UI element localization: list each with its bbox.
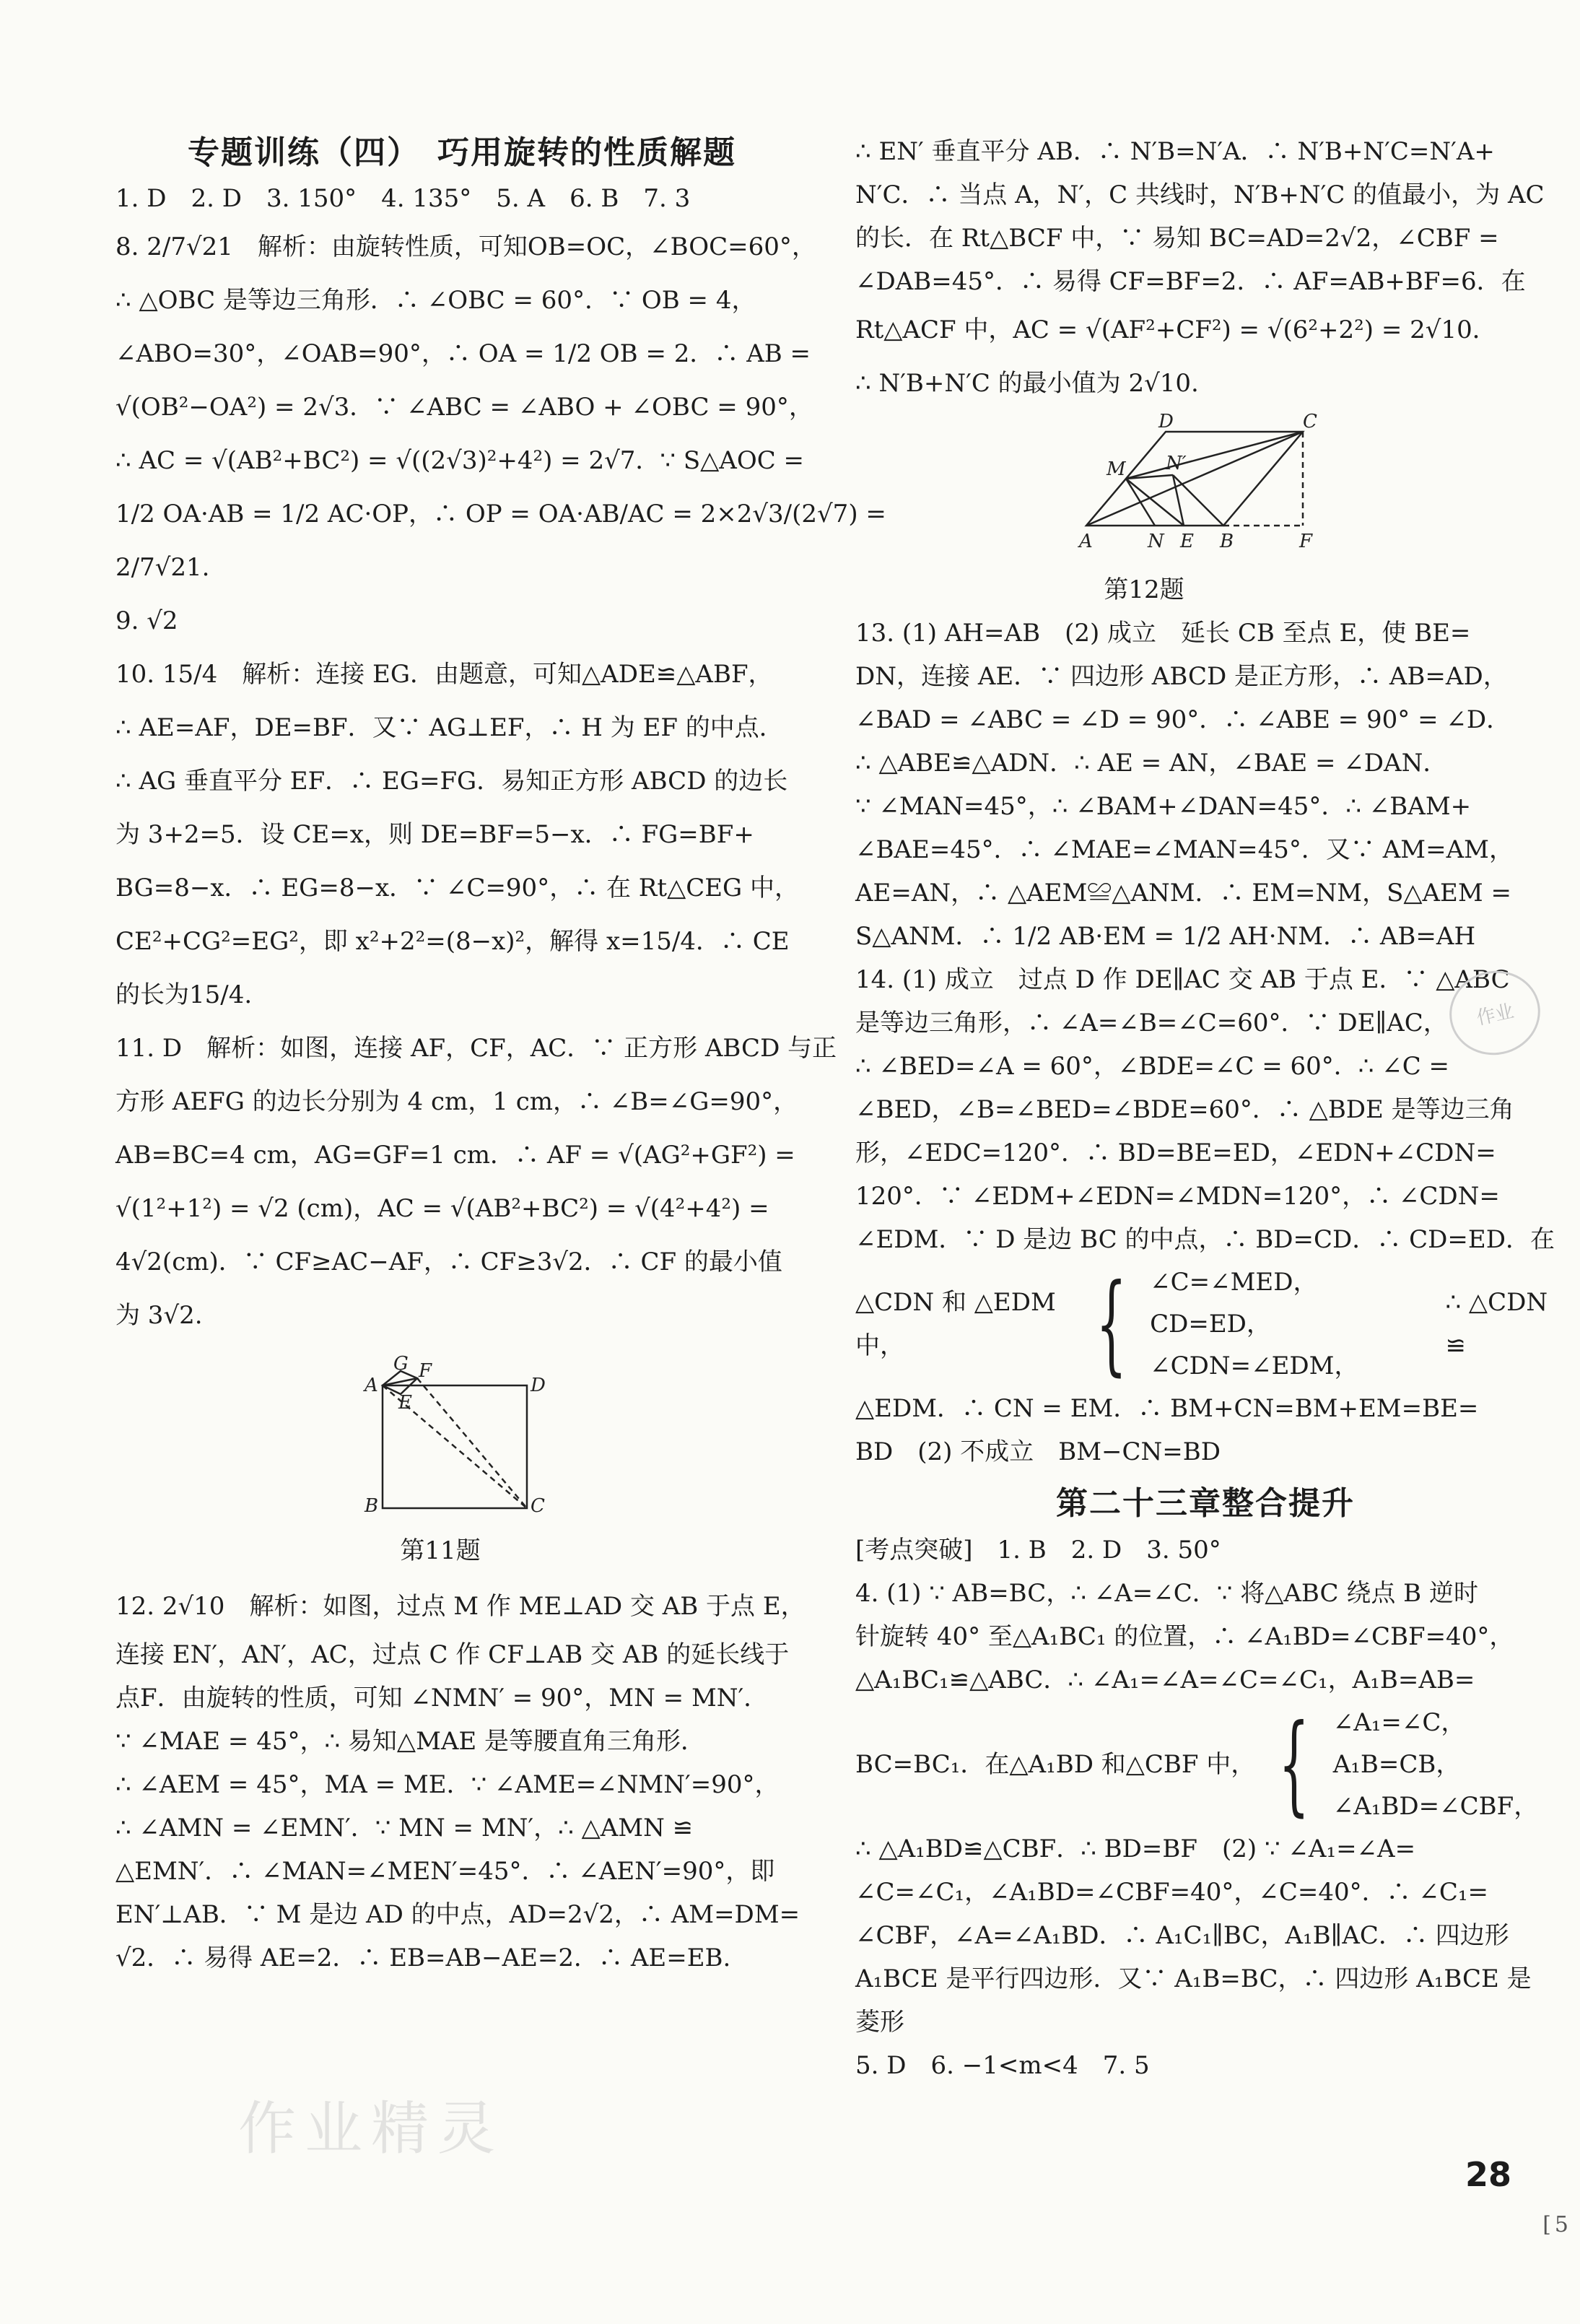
figure-12-caption: 第12题 (1104, 575, 1184, 604)
answer-line: 菱形 (855, 2008, 904, 2037)
answer-line: AE=AN，∴ △AEM≌△ANM．∴ EM=NM，S△AEM = (855, 879, 1511, 908)
fig11-label-f: F (419, 1360, 432, 1382)
figure-11 (332, 1353, 549, 1572)
answer-line: 针旋转 40° 至△A₁BC₁ 的位置，∴ ∠A₁BD=∠CBF=40°， (855, 1622, 1514, 1651)
answer-line: 12. 2√10 解析：如图，过点 M 作 ME⊥AD 交 AB 于点 E， (115, 1592, 806, 1621)
fig11-label-g: G (393, 1353, 409, 1375)
answer-line: Rt△ACF 中，AC = √(AF²+CF²) = √(6²+2²) = 2√10． (855, 315, 1497, 344)
answer-line: 10. 15/4 解析：连接 EG．由题意，可知△ADE≌△ABF， (115, 660, 773, 689)
figure-12-diagram (1057, 411, 1361, 554)
segment-cf (417, 1378, 527, 1508)
answer-line: BD (2) 不成立 BM−CN=BD (855, 1437, 1221, 1466)
answer-line: 为 3+2=5．设 CE=x，则 DE=BF=5−x．∴ FG=BF+ (115, 820, 754, 849)
answer-line: EN′⊥AB．∵ M 是边 AD 的中点，AD=2√2，∴ AM=DM= (115, 1900, 800, 1929)
system-line: ∠C=∠MED， (1150, 1268, 1318, 1297)
answer-line: ∴ AC = √(AB²+BC²) = √((2√3)²+4²) = 2√7．∵ S△AOC = (115, 446, 805, 475)
answer-line: √(1²+1²) = √2 (cm)，AC = √(AB²+BC²) = √(4²+4²) = (115, 1194, 769, 1223)
figure-12 (1057, 411, 1361, 612)
answer-line: 14. (1) 成立 过点 D 作 DE∥AC 交 AB 于点 E．∵ △ABC (855, 965, 1510, 994)
answer-line: BG=8−x．∴ EG=8−x．∵ ∠C=90°，∴ 在 Rt△CEG 中， (115, 874, 800, 902)
answer-line: √(OB²−OA²) = 2√3．∵ ∠ABC = ∠ABO + ∠OBC = 90°， (115, 393, 813, 422)
answer-line: △EMN′．∴ ∠MAN=∠MEN′=45°．∴ ∠AEN′=90°，即 (115, 1857, 775, 1886)
answer-line: [考点突破] 1. B 2. D 3. 50° (855, 1536, 1221, 1564)
q4-equation-system (855, 1702, 1555, 1827)
answer-line: 4. (1) ∵ AB=BC，∴ ∠A=∠C．∵ 将△ABC 绕点 B 逆时 (855, 1579, 1478, 1608)
system-lines (1333, 1702, 1538, 1827)
brace-symbol: { (1278, 1702, 1310, 1827)
system-line: A₁B=CB， (1332, 1750, 1461, 1779)
edge-mark: 5 (1554, 2212, 1568, 2237)
right-column (855, 130, 1555, 2087)
answer-line: ∠C=∠C₁，∠A₁BD=∠CBF=40°，∠C=40°．∴ ∠C₁= (855, 1878, 1489, 1907)
answer-line: ∴ N′B+N′C 的最小值为 2√10. (855, 369, 1199, 398)
answer-line: ∴ ∠AEM = 45°，MA = ME．∵ ∠AME=∠NMN′=90°， (115, 1770, 780, 1799)
fig12-label-e: E (1180, 531, 1194, 552)
answer-line: 的长．在 Rt△BCF 中，∵ 易知 BC=AD=2√2，∠CBF = (855, 224, 1499, 253)
answer-line: 8. 2/7√21 解析：由旋转性质，可知OB=OC，∠BOC=60°， (115, 232, 816, 261)
answer-line: 9. √2 (115, 606, 178, 635)
system-line: CD=ED， (1150, 1310, 1271, 1339)
answer-line: ∴ EN′ 垂直平分 AB．∴ N′B=N′A．∴ N′B+N′C=N′A+ (855, 137, 1495, 166)
answer-line: 2/7√21. (115, 553, 210, 582)
answer-line: ∴ △OBC 是等边三角形．∴ ∠OBC = 60°．∵ OB = 4， (115, 286, 756, 315)
segment-np-b (1173, 475, 1223, 526)
answer-line: ∴ △ABE≌△ADN．∴ AE = AN，∠BAE = ∠DAN． (855, 749, 1448, 778)
answer-line: S△ANM．∴ 1/2 AB·EM = 1/2 AH·NM．∴ AB=AH (855, 922, 1476, 951)
answer-line: √2．∴ 易得 AE=2．∴ EB=AB−AE=2．∴ AE=EB. (115, 1944, 731, 1972)
answer-line: ∵ ∠MAN=45°，∴ ∠BAM+∠DAN=45°．∴ ∠BAM+ (855, 792, 1472, 821)
fig12-label-f: F (1299, 531, 1313, 552)
answer-line: 5. D 6. −1<m<4 7. 5 (855, 2051, 1150, 2080)
fig11-label-b: B (365, 1495, 379, 1517)
answer-line: ∠EDM．∵ D 是边 BC 的中点，∴ BD=CD．∴ CD=ED．在 (855, 1225, 1555, 1254)
answer-line: △EDM．∴ CN = EM．∴ BM+CN=BM+EM=BE= (855, 1394, 1479, 1423)
fig12-label-n: N (1148, 531, 1164, 552)
answer-line: ∠DAB=45°．∴ 易得 CF=BF=2．∴ AF=AB+BF=6．在 (855, 267, 1526, 296)
fig12-label-d: D (1158, 411, 1174, 432)
answer-line: 1. D 2. D 3. 150° 4. 135° 5. A 6. B 7. 3 (115, 184, 691, 213)
q14-equation-system (855, 1261, 1555, 1387)
figure-11-caption: 第11题 (400, 1536, 481, 1565)
system-suffix: ∴ △CDN ≌ (1445, 1288, 1548, 1360)
system-prefix: BC=BC₁．在△A₁BD 和△CBF 中， (855, 1750, 1256, 1779)
answer-line: 的长为15/4. (115, 980, 253, 1009)
answer-line: ∠BAE=45°．∴ ∠MAE=∠MAN=45°．又∵ AM=AM， (855, 835, 1514, 864)
answer-line: 方形 AEFG 的边长分别为 4 cm，1 cm，∴ ∠B=∠G=90°， (115, 1087, 798, 1116)
fig11-label-a: A (365, 1375, 378, 1396)
page-number: 28 (1465, 2155, 1511, 2194)
fig11-label-c: C (531, 1495, 545, 1517)
fig12-label-c: C (1303, 411, 1317, 432)
answer-line: CE²+CG²=EG²，即 x²+2²=(8−x)²，解得 x=15/4．∴ CE (115, 927, 790, 956)
answer-line: 1/2 OA·AB = 1/2 AC·OP，∴ OP = OA·AB/AC = 2×2√3/(2√7) = (115, 500, 886, 528)
answer-line: 点F．由旋转的性质，可知 ∠NMN′ = 90°，MN = MN′． (115, 1684, 769, 1712)
fig12-label-a: A (1079, 531, 1093, 552)
answer-line: 11. D 解析：如图，连接 AF，CF，AC．∵ 正方形 ABCD 与正 (115, 1034, 837, 1063)
figure-11-diagram (332, 1353, 549, 1517)
watermark-stamp: 作业 (1441, 962, 1548, 1063)
answer-line: ∴ △A₁BD≌△CBF．∴ BD=BF (2) ∵ ∠A₁=∠A= (855, 1835, 1416, 1863)
system-lines (1150, 1261, 1358, 1387)
answer-line: ∠ABO=30°，∠OAB=90°，∴ OA = 1/2 OB = 2．∴ AB = (115, 339, 811, 368)
segment-mc (1126, 432, 1303, 479)
fig11-label-e: E (398, 1392, 412, 1414)
watermark-text: 作业精灵 (238, 2095, 504, 2162)
answer-line: N′C．∴ 当点 A，N′，C 共线时，N′B+N′C 的值最小，为 AC (855, 180, 1545, 209)
left-column (115, 177, 886, 1980)
answer-line: ∠BED，∠B=∠BED=∠BDE=60°．∴ △BDE 是等边三角 (855, 1095, 1514, 1124)
answer-line: DN，连接 AE．∵ 四边形 ABCD 是正方形，∴ AB=AD， (855, 662, 1508, 691)
answer-line: 13. (1) AH=AB (2) 成立 延长 CB 至点 E，使 BE= (855, 619, 1471, 648)
brace-symbol: { (1095, 1261, 1127, 1387)
section-title: 专题训练（四） 巧用旋转的性质解题 (188, 134, 736, 171)
system-prefix: △CDN 和 △EDM 中， (855, 1288, 1056, 1360)
system-line: ∠A₁=∠C， (1332, 1708, 1466, 1737)
answer-line: 120°．∵ ∠EDM+∠EDN=∠MDN=120°，∴ ∠CDN= (855, 1182, 1500, 1211)
answer-line: 为 3√2. (115, 1301, 203, 1330)
answer-line: ∵ ∠MAE = 45°，∴ 易知△MAE 是等腰直角三角形． (115, 1727, 706, 1756)
answer-line: △A₁BC₁≌△ABC．∴ ∠A₁=∠A=∠C=∠C₁，A₁B=AB= (855, 1666, 1475, 1694)
fig11-label-d: D (531, 1375, 546, 1396)
answer-line: 连接 EN′，AN′，AC，过点 C 作 CF⊥AB 交 AB 的延长线于 (115, 1640, 790, 1669)
answer-line: 4√2(cm)．∵ CF≥AC−AF，∴ CF≥3√2．∴ CF 的最小值 (115, 1248, 782, 1276)
answer-line: ∴ ∠BED=∠A = 60°，∠BDE=∠C = 60°．∴ ∠C = (855, 1052, 1450, 1081)
answer-line: 是等边三角形，∴ ∠A=∠B=∠C=60°．∵ DE∥AC， (855, 1009, 1448, 1037)
edge-mark: [ (1542, 2212, 1551, 2237)
answer-line: ∴ ∠AMN = ∠EMN′．∵ MN = MN′，∴ △AMN ≌ (115, 1814, 694, 1842)
fig12-label-b: B (1220, 531, 1234, 552)
segment-mn (1126, 479, 1155, 526)
answer-line: ∠BAD = ∠ABC = ∠D = 90°．∴ ∠ABE = 90° = ∠D． (855, 705, 1511, 734)
answer-line: ∠CBF，∠A=∠A₁BD．∴ A₁C₁∥BC，A₁B∥AC．∴ 四边形 (855, 1921, 1509, 1950)
chapter-title: 第二十三章整合提升 (1056, 1485, 1355, 1522)
fig12-label-m: M (1107, 458, 1126, 480)
answer-line: ∴ AG 垂直平分 EF．∴ EG=FG．易知正方形 ABCD 的边长 (115, 767, 788, 796)
system-line: ∠A₁BD=∠CBF， (1332, 1792, 1539, 1821)
answer-line: AB=BC=4 cm，AG=GF=1 cm．∴ AF = √(AG²+GF²) = (115, 1141, 795, 1170)
answer-line: A₁BCE 是平行四边形．又∵ A₁B=BC，∴ 四边形 A₁BCE 是 (855, 1964, 1532, 1993)
system-line: ∠CDN=∠EDM， (1150, 1352, 1359, 1380)
answer-line: 形，∠EDC=120°．∴ BD=BE=ED，∠EDN+∠CDN= (855, 1139, 1496, 1167)
answer-line: ∴ AE=AF，DE=BF．又∵ AG⊥EF，∴ H 为 EF 的中点． (115, 713, 784, 742)
fig12-label-np: N′ (1166, 453, 1187, 474)
